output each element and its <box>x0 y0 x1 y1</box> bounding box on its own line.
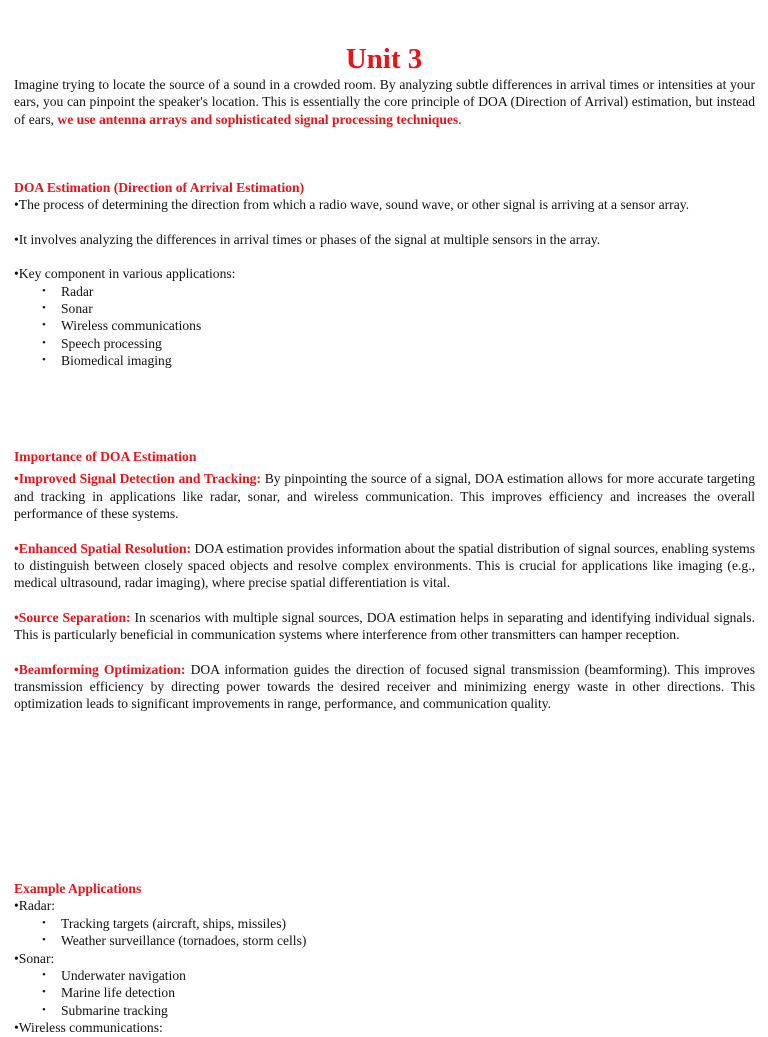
importance-section <box>14 448 755 713</box>
list-item: • Radar <box>42 283 755 300</box>
examples-heading: Example Applications <box>14 881 142 896</box>
doa-point-3: •Key component in various applications: <box>14 266 236 282</box>
doa-section <box>14 179 755 370</box>
radar-list <box>14 915 755 950</box>
importance-point-label: •Beamforming Optimization: <box>14 661 186 677</box>
list-item: • Speech processing <box>42 335 755 352</box>
list-item: • Marine life detection <box>42 984 755 1001</box>
page-title: Unit 3 <box>345 43 423 75</box>
list-item: • Submarine tracking <box>42 1002 755 1019</box>
list-item: • Underwater navigation <box>42 967 755 984</box>
wireless-label: •Wireless communications: <box>14 1020 163 1036</box>
list-item: • Sonar <box>42 300 755 317</box>
intro-paragraph <box>14 76 755 128</box>
examples-section <box>14 880 755 1037</box>
importance-point-text: In scenarios with multiple signal sources, DOA estimation helps in separating and identifying individual signals. This is particularly beneficial in communication systems where interference from other transmitters can hamper reception. <box>14 609 755 643</box>
doa-applications-list <box>14 283 755 370</box>
list-item: • Biomedical imaging <box>42 352 755 369</box>
intro-end: . <box>458 111 462 127</box>
importance-point-text: DOA information guides the direction of focused signal transmission (beamforming). This improves transmission efficiency by directing power towards the desired receiver and minimizing energy waste in other directions. This optimization leads to significant improvements in range, performance, and communication quality. <box>14 661 756 712</box>
importance-point <box>14 470 755 522</box>
doa-point-1: •The process of determining the direction from which a radio wave, sound wave, or other signal is arriving at a sensor array. <box>14 197 690 213</box>
importance-point <box>14 609 755 644</box>
importance-point <box>14 540 755 592</box>
list-item: • Wireless communications <box>42 317 755 334</box>
importance-point-label: •Improved Signal Detection and Tracking: <box>14 471 262 487</box>
list-item: • Tracking targets (aircraft, ships, missiles) <box>42 915 755 932</box>
sonar-label: •Sonar: <box>14 950 55 966</box>
doa-heading: DOA Estimation (Direction of Arrival Estimation) <box>14 180 305 195</box>
importance-point-text: DOA estimation provides information about the spatial distribution of signal sources, enabling systems to distinguish between closely spaced objects and resolve complex environments. This is crucial for applications like imaging (e.g., medical ultrasound, radar imaging), where precise spatial differentiation is vital. <box>14 540 755 591</box>
importance-point-label: •Enhanced Spatial Resolution: <box>14 540 192 556</box>
sonar-list <box>14 967 755 1019</box>
doa-point-2: •It involves analyzing the differences in arrival times or phases of the signal at multiple sensors in the array. <box>14 231 601 247</box>
list-item: • Weather surveillance (tornadoes, storm cells) <box>42 932 755 949</box>
radar-label: •Radar: <box>14 898 55 914</box>
importance-point <box>14 661 755 713</box>
intro-text: Imagine trying to locate the source of a sound in a crowded room. By analyzing subtle differences in arrival times or intensities at your ears, you can pinpoint the speaker's location. This is essentially the core principle of DOA (Direction of Arrival) estimation, but instead of ears, <box>14 77 755 127</box>
importance-point-text: By pinpointing the source of a signal, DOA estimation allows for more accurate targeting and tracking in applications like radar, sonar, and wireless communication. This improves efficiency and increases the overall performance of these systems. <box>14 471 755 522</box>
importance-point-label: •Source Separation: <box>14 609 131 625</box>
intro-highlight: we use antenna arrays and sophisticated signal processing techniques <box>57 111 459 127</box>
importance-heading: Importance of DOA Estimation <box>14 449 197 464</box>
